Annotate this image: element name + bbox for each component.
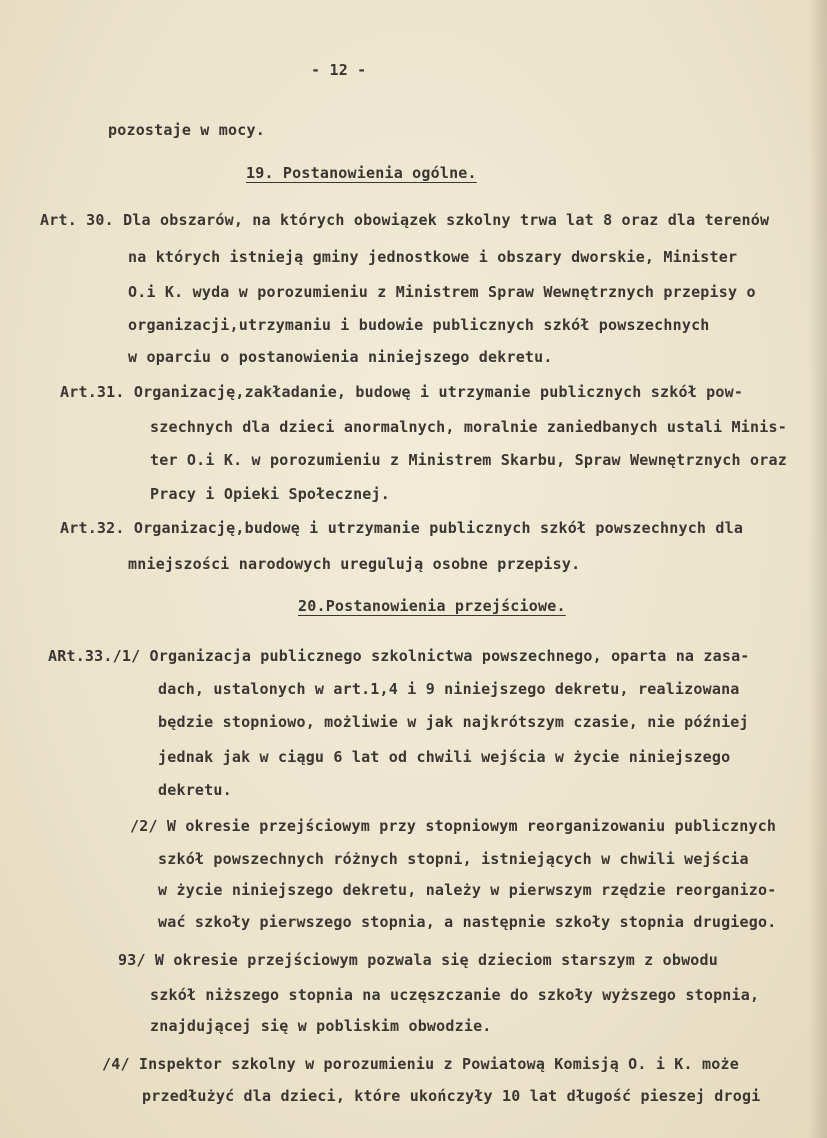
section-heading-20: 20.Postanowienia przejściowe. [298,597,566,615]
paragraph-2-line-2: szkół powszechnych różnych stopni, istniejących w chwili wejścia [158,850,749,868]
article-30-line-4: organizacji,utrzymaniu i budowie publicznych szkół powszechnych [128,316,710,334]
paragraph-3-line-2: szkół niższego stopnia na uczęszczanie do szkoły wyższego stopnia, [150,986,760,1004]
article-30-line-2: na których istnieją gminy jednostkowe i obszary dworskie, Minister [128,248,738,266]
paragraph-4-line-2: przedłużyć dla dzieci, które ukończyły 10 lat długość pieszej drogi [142,1087,761,1105]
paragraph-4-line-1: /4/ Inspektor szkolny w porozumieniu z Powiatową Komisją O. i K. może [102,1055,739,1073]
page-edge-shadow [809,0,827,1138]
article-33-line-1: ARt.33./1/ Organizacja publicznego szkolnictwa powszechnego, oparta na zasa- [48,647,750,665]
article-32-line-2: mniejszości narodowych uregulują osobne przepisy. [128,555,581,573]
article-33-line-4: jednak jak w ciągu 6 lat od chwili wejścia w życie niniejszego [158,748,731,766]
page-number: - 12 - [311,61,367,79]
paragraph-2-line-3: w życie niniejszego dekretu, należy w pierwszym rzędzie reorganizo- [158,881,777,899]
paragraph-2-line-4: wać szkoły pierwszego stopnia, a następnie szkoły stopnia drugiego. [158,913,777,931]
paragraph-2-line-1: /2/ W okresie przejściowym przy stopniowym reorganizowaniu publicznych [130,817,777,835]
article-31-line-3: ter O.i K. w porozumieniu z Ministrem Skarbu, Spraw Wewnętrznych oraz [150,451,787,469]
article-33-line-3: będzie stopniowo, możliwie w jak najkrótszym czasie, nie później [158,713,749,731]
text-line: pozostaje w mocy. [108,121,265,139]
article-32-line-1: Art.32. Organizację,budowę i utrzymanie publicznych szkół powszechnych dla [60,519,744,537]
article-33-line-5: dekretu. [158,781,232,799]
article-30-line-3: O.i K. wyda w porozumieniu z Ministrem Spraw Wewnętrznych przepisy o [128,283,756,301]
article-30-line-5: w oparciu o postanowienia niniejszego dekretu. [128,348,553,366]
paragraph-3-line-3: znajdującej się w pobliskim obwodzie. [150,1017,492,1035]
section-heading-19: 19. Postanowienia ogólne. [246,164,477,182]
article-31-line-1: Art.31. Organizację,zakładanie, budowę i utrzymanie publicznych szkół pow- [60,383,744,401]
paragraph-3-line-1: 93/ W okresie przejściowym pozwala się dzieciom starszym z obwodu [118,951,718,969]
article-31-line-4: Pracy i Opieki Społecznej. [150,485,390,503]
article-30-line-1: Art. 30. Dla obszarów, na których obowiązek szkolny trwa lat 8 oraz dla terenów [40,211,770,229]
article-33-line-2: dach, ustalonych w art.1,4 i 9 niniejszego dekretu, realizowana [158,680,740,698]
article-31-line-2: szechnych dla dzieci anormalnych, moralnie zaniedbanych ustali Minis- [150,418,787,436]
